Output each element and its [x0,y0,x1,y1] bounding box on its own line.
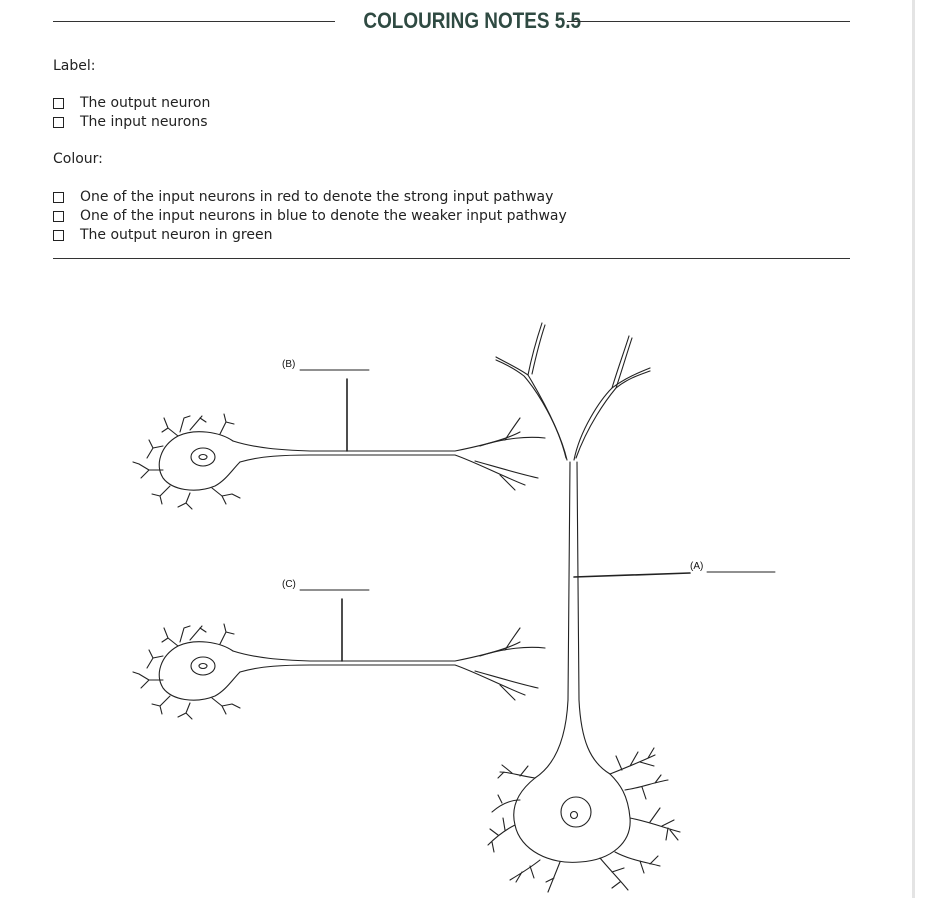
input-dendrite [220,414,234,434]
colour-item-text: One of the input neurons in blue to denote the weaker input pathway [80,208,567,224]
input-dendrite [178,493,192,509]
output-dendrite [498,765,535,778]
input-axon [240,665,525,695]
colour-heading: Colour: [53,151,103,167]
output-dendrite [546,862,560,892]
output-axon [535,462,570,778]
input-axon-branch [475,671,538,700]
input-soma [159,432,240,490]
input-neuron-c [133,624,545,719]
label-leaders [342,379,690,661]
input-axon [233,432,520,451]
input-axon-branch [480,418,545,446]
label-item-text: The output neuron [80,95,211,111]
input-axon-branch [475,461,538,490]
leader-a [574,573,690,577]
input-dendrite [162,416,206,436]
label-blanks [300,370,775,590]
output-dendrite [600,858,628,890]
input-dendrite [152,696,170,714]
input-dendrite [133,672,163,688]
input-nucleolus [199,664,207,669]
output-dendrite [630,808,680,840]
input-dendrite [212,488,240,504]
output-dendrite [510,860,540,882]
label-item-text: The input neurons [80,114,208,130]
output-dendrite [488,818,515,852]
output-dendrite [574,368,650,460]
input-nucleus [191,657,215,675]
input-dendrite [133,462,163,478]
label-heading: Label: [53,58,96,74]
input-axon [233,642,520,661]
colour-item-text: One of the input neurons in red to denote the strong input pathway [80,189,554,205]
input-nucleolus [199,455,207,460]
input-dendrite [162,626,206,646]
colour-item-text: The output neuron in green [80,227,273,243]
output-dendrite [625,775,668,799]
input-dendrite [220,624,234,644]
output-dendrite [496,360,566,458]
input-soma [159,642,240,700]
label-a: (A) [690,561,704,572]
label-b: (B) [282,359,296,370]
input-dendrite [212,698,240,714]
input-neuron-b [133,414,545,509]
output-dendrite [615,852,660,873]
output-dendrite [496,357,567,460]
page-title: COLOURING NOTES 5.5 [363,8,582,33]
label-c: (C) [282,579,296,590]
input-axon [240,455,525,485]
output-axon [577,462,610,774]
output-dendrite [610,748,655,774]
input-axon-branch [480,628,545,656]
input-dendrite [152,486,170,504]
input-dendrite [178,703,192,719]
input-nucleus [191,448,215,466]
output-dendrite [528,323,545,375]
output-neuron [488,323,680,892]
output-nucleolus [571,812,578,819]
